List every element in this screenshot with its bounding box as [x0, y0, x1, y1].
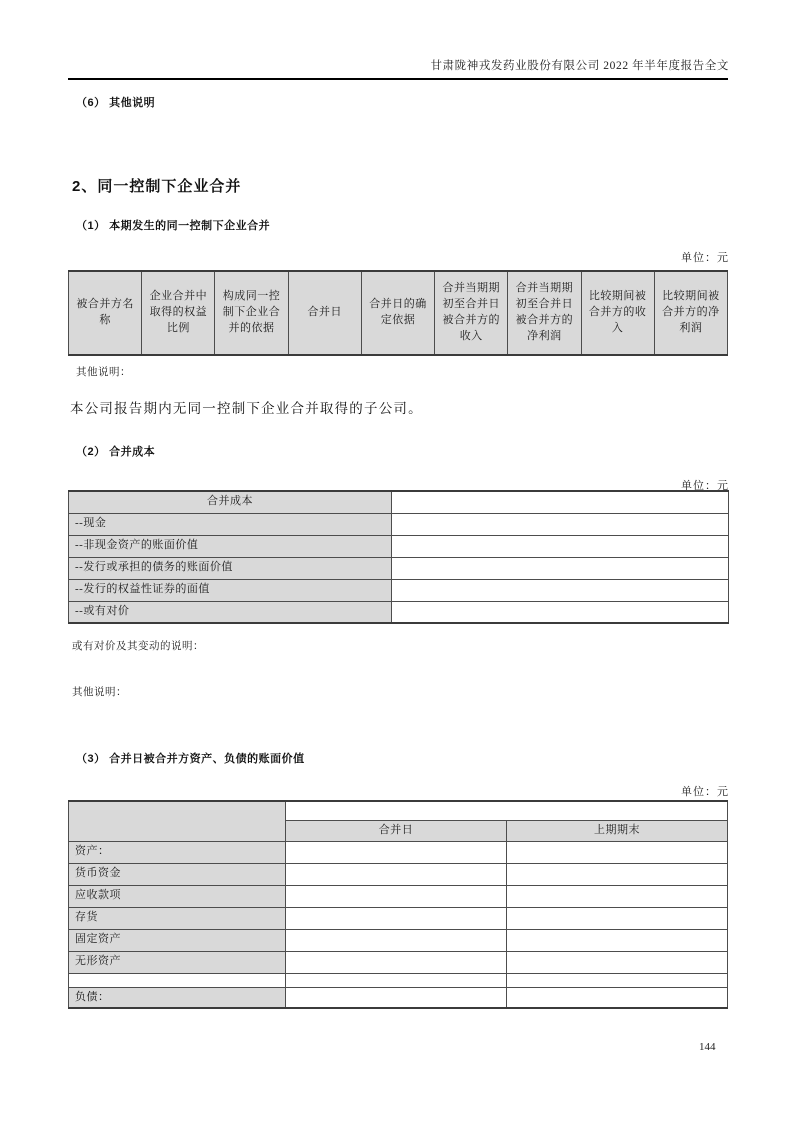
table-row [69, 513, 729, 535]
value-cell [507, 885, 728, 907]
unit-label-table2: 单位：元 [681, 480, 729, 492]
value-cell [507, 987, 728, 1008]
column-header: 上期期末 [507, 820, 728, 841]
row-label [69, 973, 286, 987]
table-row [69, 863, 728, 885]
row-label: 货币资金 [69, 863, 286, 885]
merger-cost-table [68, 490, 729, 624]
value-cell [286, 885, 507, 907]
unit-label-table1: 单位：元 [681, 252, 729, 264]
column-header: 被合并方名称 [69, 271, 142, 355]
value-cell [507, 907, 728, 929]
book-value-table [68, 800, 728, 1009]
empty-header-cell [286, 801, 728, 820]
row-label: 应收款项 [69, 885, 286, 907]
row-label: 存货 [69, 907, 286, 929]
row-label: 固定资产 [69, 929, 286, 951]
column-header: 比较期间被合并方的收入 [581, 271, 654, 355]
table-row [69, 973, 728, 987]
column-header: 企业合并中取得的权益比例 [142, 271, 215, 355]
value-cell [507, 863, 728, 885]
subsection-label-2: （2） 合并成本 [76, 446, 156, 458]
value-cell [392, 557, 729, 579]
table-row [69, 579, 729, 601]
value-cell [392, 579, 729, 601]
table-row [69, 535, 729, 557]
no-merger-statement: 本公司报告期内无同一控制下企业合并取得的子公司。 [70, 401, 423, 416]
heading-same-control-merger: 2、同一控制下企业合并 [72, 178, 242, 195]
table-row [69, 951, 728, 973]
table-row [69, 987, 728, 1008]
document-header-title: 甘肃陇神戎发药业股份有限公司 2022 年半年度报告全文 [430, 60, 729, 72]
table-row [69, 885, 728, 907]
column-header: 合并日 [286, 820, 507, 841]
corner-header-cell [69, 801, 286, 841]
column-header: 构成同一控制下企业合并的依据 [215, 271, 288, 355]
table-row [69, 801, 728, 820]
value-cell [392, 601, 729, 623]
row-label: --现金 [69, 513, 392, 535]
table-row [69, 907, 728, 929]
row-label: 资产： [69, 841, 286, 863]
row-label: 负债： [69, 987, 286, 1008]
column-header: 合并当期期初至合并日被合并方的收入 [435, 271, 508, 355]
value-cell [507, 951, 728, 973]
value-cell [507, 929, 728, 951]
column-header: 比较期间被合并方的净利润 [654, 271, 727, 355]
table-row [69, 841, 728, 863]
table-row [69, 601, 729, 623]
value-cell [507, 841, 728, 863]
row-label: --非现金资产的账面价值 [69, 535, 392, 557]
row-label: --或有对价 [69, 601, 392, 623]
header-divider-rule [68, 78, 728, 80]
value-cell [286, 929, 507, 951]
value-cell [286, 987, 507, 1008]
table-row [69, 929, 728, 951]
row-label: --发行或承担的债务的账面价值 [69, 557, 392, 579]
contingent-consideration-note-label: 或有对价及其变动的说明： [72, 641, 204, 652]
value-cell [286, 907, 507, 929]
value-cell [286, 841, 507, 863]
value-cell [286, 973, 507, 987]
table-row [69, 557, 729, 579]
subsection-label-1: （1） 本期发生的同一控制下企业合并 [76, 220, 271, 232]
page-number: 144 [699, 1041, 716, 1053]
value-cell [286, 863, 507, 885]
column-header: 合并日的确定依据 [361, 271, 434, 355]
column-header: 合并当期期初至合并日被合并方的净利润 [508, 271, 581, 355]
value-cell [507, 973, 728, 987]
other-note-label: 其他说明： [76, 367, 131, 378]
value-cell [392, 513, 729, 535]
value-cell [286, 951, 507, 973]
column-header: 合并成本 [69, 491, 392, 513]
value-cell [392, 535, 729, 557]
row-label: --发行的权益性证券的面值 [69, 579, 392, 601]
column-header: 合并日 [288, 271, 361, 355]
merger-header-table [68, 270, 728, 356]
other-note-label-2: 其他说明： [72, 687, 127, 698]
subsection-label-3: （3） 合并日被合并方资产、负债的账面价值 [76, 753, 305, 765]
row-label: 无形资产 [69, 951, 286, 973]
section-label-other-notes-6: （6） 其他说明 [76, 97, 156, 109]
table-row [69, 271, 728, 355]
unit-label-table3: 单位：元 [681, 786, 729, 798]
table-row [69, 491, 729, 513]
value-cell [392, 491, 729, 513]
